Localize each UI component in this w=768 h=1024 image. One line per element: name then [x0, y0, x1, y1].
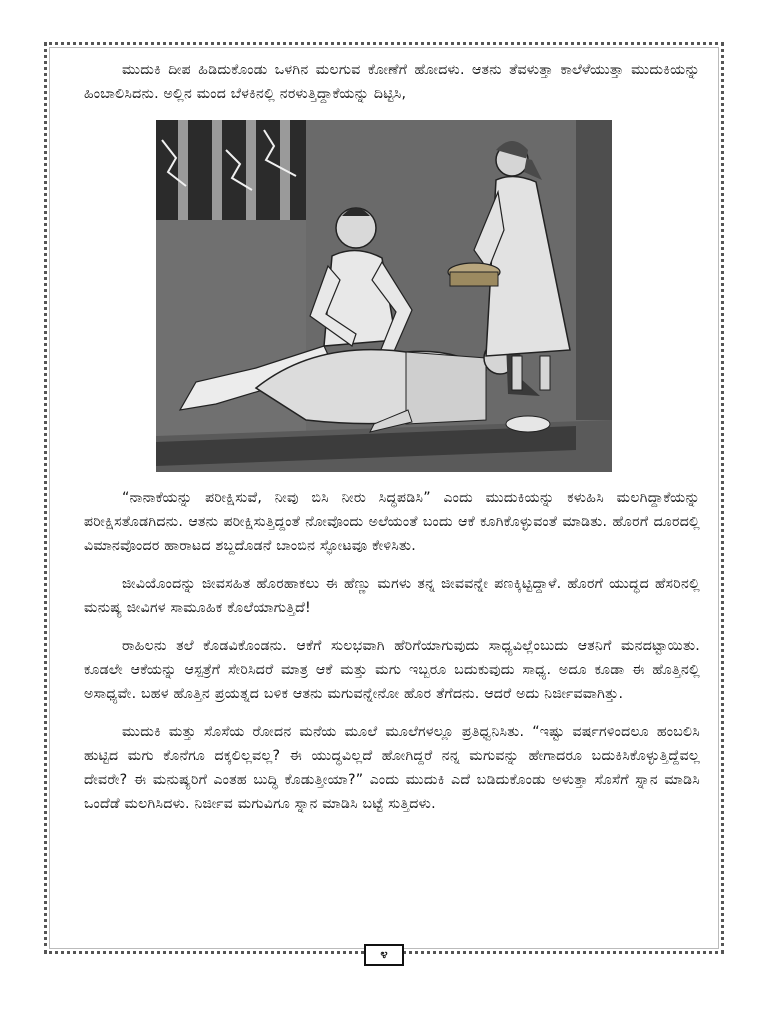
- paragraph-5: ಮುದುಕಿ ಮತ್ತು ಸೊಸೆಯ ರೋದನ ಮನೆಯ ಮೂಲೆ ಮೂಲೆಗಳಲ್ಲೂ ಪ್ರತಿಧ್ವನಿಸಿತು. “ಇಷ್ಟು ವರ್ಷಗಳಿಂದಲೂ ಹಂಬಲಿಸಿ ಹುಟ್ಟಿದ ಮಗು ಕೊನೆಗೂ ದಕ್ಕಲಿಲ್ಲವಲ್ಲ? ಈ ಯುದ್ಧವಿಲ್ಲದೆ ಹೋಗಿದ್ದರೆ ನನ್ನ ಮಗುವನ್ನು ಹೇಗಾದರೂ ಬದುಕಿಸಿಕೊಳ್ಳುತ್ತಿದ್ದೆವಲ್ಲ ದೇವರೇ? ಈ ಮನುಷ್ಯರಿಗೆ ಎಂತಹ ಬುದ್ಧಿ ಕೊಡುತ್ತೀಯಾ?” ಎಂದು ಮುದುಕಿ ಎದೆ ಬಡಿದುಕೊಂಡು ಅಳುತ್ತಾ ಸೊಸೆಗೆ ಸ್ನಾನ ಮಾಡಿಸಿ ಒಂದೆಡೆ ಮಲಗಿಸಿದಳು. ನಿರ್ಜೀವ ಮಗುವಿಗೂ ಸ್ನಾನ ಮಾಡಿಸಿ ಬಟ್ಟೆ ಸುತ್ತಿದಳು.: [84, 724, 700, 812]
- page-number: ೪: [364, 944, 404, 966]
- paragraph-1: ಮುದುಕಿ ದೀಪ ಹಿಡಿದುಕೊಂಡು ಒಳಗಿನ ಮಲಗುವ ಕೋಣೆಗೆ ಹೋದಳು. ಆತನು ತೆವಳುತ್ತಾ ಕಾಲೆಳೆಯುತ್ತಾ ಮುದುಕಿಯನ್ನು ಹಿಂಬಾಲಿಸಿದನು. ಅಲ್ಲಿನ ಮಂದ ಬೆಳಕಿನಲ್ಲಿ ನರಳುತ್ತಿದ್ದಾಕೆಯನ್ನು ದಿಟ್ಟಿಸಿ,: [84, 62, 700, 102]
- barred-window: [156, 120, 306, 220]
- story-illustration: [156, 120, 612, 472]
- paragraph-3: ಜೀವಿಯೊಂದನ್ನು ಜೀವಸಹಿತ ಹೊರಹಾಕಲು ಈ ಹೆಣ್ಣು ಮಗಳು ತನ್ನ ಜೀವವನ್ನೇ ಪಣಕ್ಕಿಟ್ಟಿದ್ದಾಳೆ. ಹೊರಗೆ ಯುದ್ಧದ ಹೆಸರಿನಲ್ಲಿ ಮನುಷ್ಯ ಜೀವಿಗಳ ಸಾಮೂಹಿಕ ಕೊಲೆಯಾಗುತ್ತಿದೆ!: [84, 576, 700, 616]
- paragraph-4: ರಾಹಿಲನು ತಲೆ ಕೊಡವಿಕೊಂಡನು. ಆಕೆಗೆ ಸುಲಭವಾಗಿ ಹೆರಿಗೆಯಾಗುವುದು ಸಾಧ್ಯವಿಲ್ಲೆಂಬುದು ಆತನಿಗೆ ಮನದಟ್ಟಾಯಿತು. ಕೂಡಲೇ ಆಕೆಯನ್ನು ಆಸ್ಪತ್ರೆಗೆ ಸೇರಿಸಿದರೆ ಮಾತ್ರ ಆಕೆ ಮತ್ತು ಮಗು ಇಬ್ಬರೂ ಬದುಕುವುದು ಸಾಧ್ಯ. ಅದೂ ಕೂಡಾ ಈ ಹೊತ್ತಿನಲ್ಲಿ ಅಸಾಧ್ಯವೇ. ಬಹಳ ಹೊತ್ತಿನ ಪ್ರಯತ್ನದ ಬಳಿಕ ಆತನು ಮಗುವನ್ನೇನೋ ಹೊರ ತೆಗೆದನು. ಆದರೆ ಅದು ನಿರ್ಜೀವವಾಗಿತ್ತು.: [84, 638, 700, 702]
- story-content: [84, 58, 700, 830]
- paragraph-2: “ನಾನಾಕೆಯನ್ನು ಪರೀಕ್ಷಿಸುವೆ, ನೀವು ಬಿಸಿ ನೀರು ಸಿದ್ಧಪಡಿಸಿ” ಎಂದು ಮುದುಕಿಯನ್ನು ಕಳುಹಿಸಿ ಮಲಗಿದ್ದಾಕೆಯನ್ನು ಪರೀಕ್ಷಿಸತೊಡಗಿದನು. ಆತನು ಪರೀಕ್ಷಿಸುತ್ತಿದ್ದಂತೆ ನೋವೊಂದು ಅಲೆಯಂತೆ ಬಂದು ಆಕೆ ಕೂಗಿಕೊಳ್ಳುವಂತೆ ಮಾಡಿತು. ಹೊರಗೆ ದೂರದಲ್ಲಿ ವಿಮಾನವೊಂದರ ಹಾರಾಟದ ಶಬ್ದದೊಡನೆ ಬಾಂಬಿನ ಸ್ಫೋಟವೂ ಕೇಳಿಸಿತು.: [84, 490, 700, 554]
